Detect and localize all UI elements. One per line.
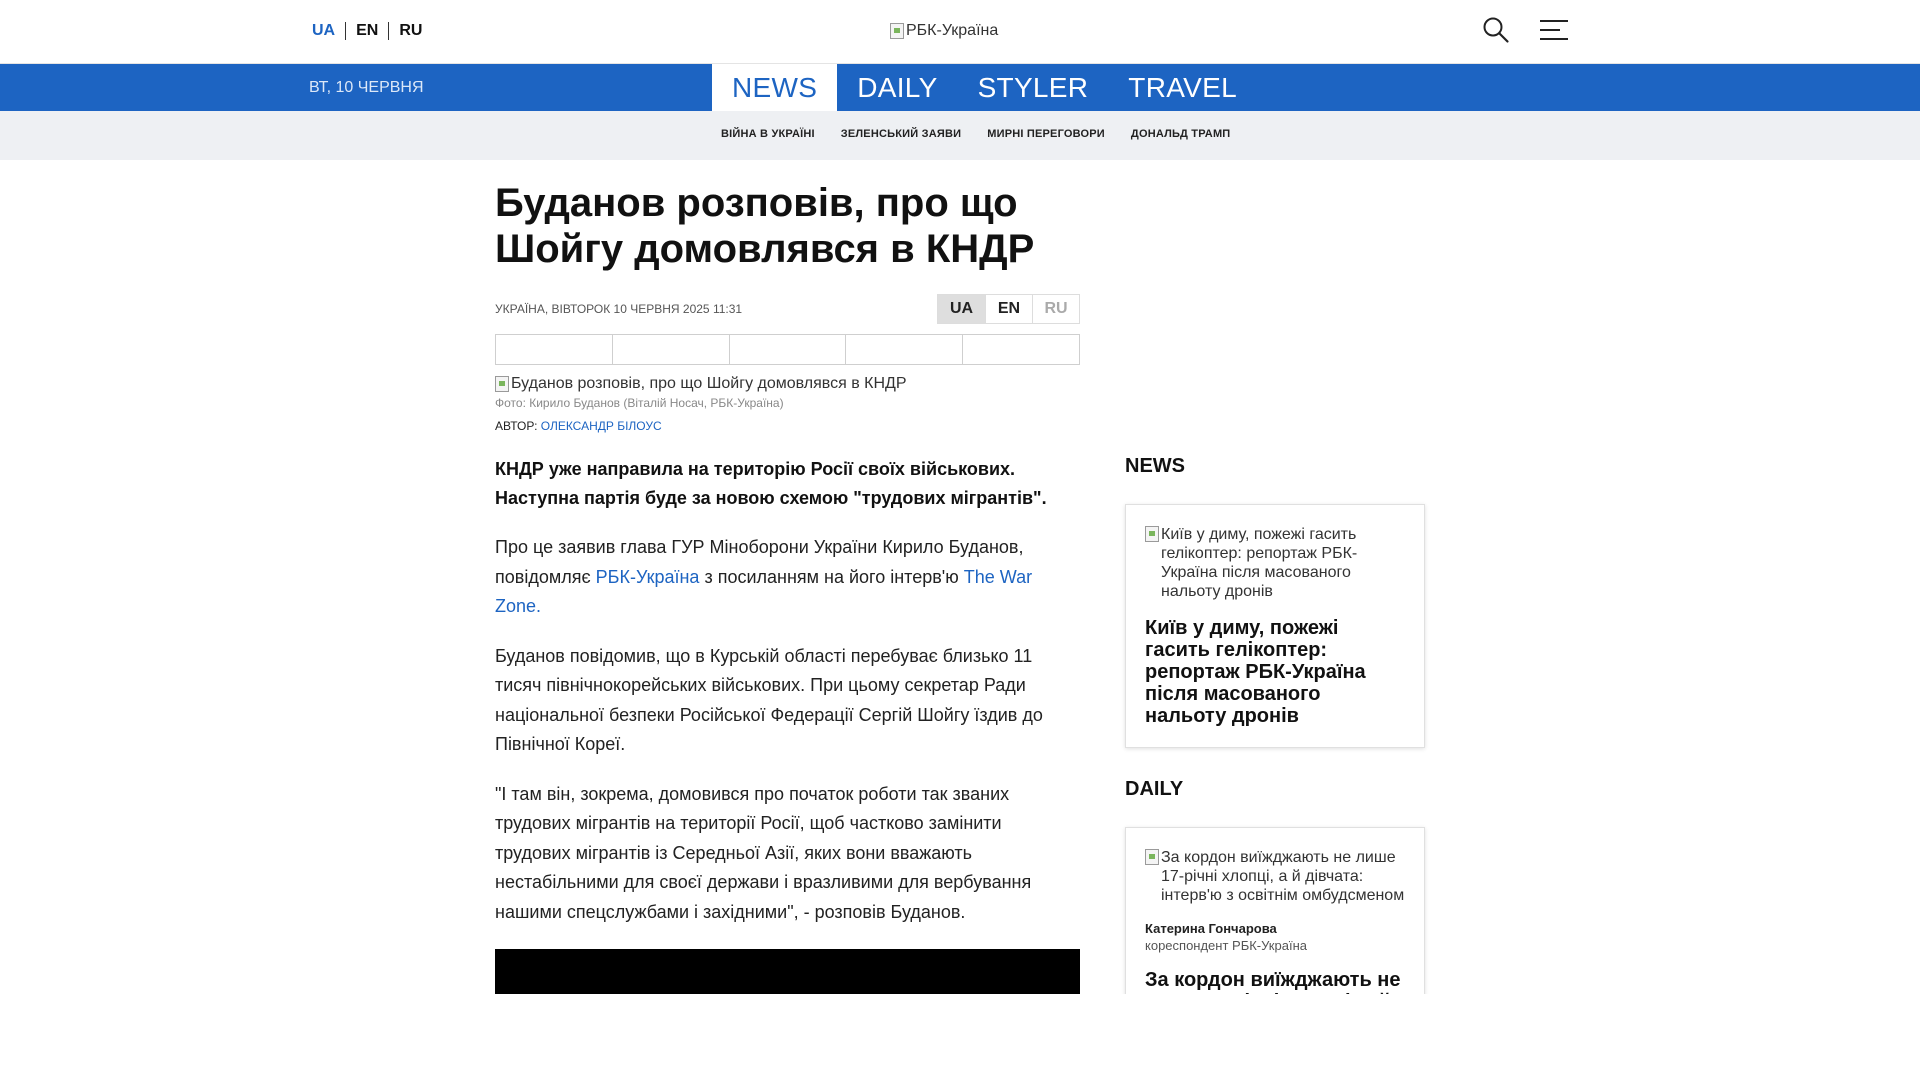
article-image bbox=[495, 375, 1080, 393]
tab-styler[interactable]: STYLER bbox=[977, 72, 1089, 103]
card-image-alt: За кордон виїжджають не лише 17-річні хлопці, а й дівчата: інтерв'ю з освітнім омбудсменом bbox=[1161, 849, 1405, 904]
section-nav-bar bbox=[0, 64, 1920, 111]
article-language-switch bbox=[937, 294, 1080, 324]
topic-tags-bar bbox=[0, 111, 1920, 160]
rbc-ukraine-link[interactable]: РБК-Україна bbox=[595, 566, 700, 587]
share-button[interactable] bbox=[612, 335, 729, 364]
article-paragraph: "І там він, зокрема, домовився про початок роботи так званих трудових мігрантів на території Росії, щоб частково замінити трудових мігрантів із Середньої Азії, яких вони вважають нестабільними для своєї держави і вразливими для вербування нашими спецслужбами і західними", - розповів Буданов. bbox=[495, 783, 1032, 922]
paragraph-text: Про це заявив глава ГУР Міноборони України Кирило Буданов, повідомляє bbox=[495, 537, 1024, 587]
broken-image-icon bbox=[495, 376, 509, 392]
broken-image-icon bbox=[890, 23, 904, 39]
share-buttons bbox=[495, 334, 1080, 365]
current-date: ВТ, 10 ЧЕРВНЯ bbox=[309, 79, 424, 96]
share-button[interactable] bbox=[496, 335, 612, 364]
tag-peace-talks[interactable]: МИРНІ ПЕРЕГОВОРИ bbox=[987, 128, 1105, 140]
the-war-zone-link[interactable]: The War Zone bbox=[495, 566, 1033, 616]
share-button[interactable] bbox=[729, 335, 846, 364]
article bbox=[495, 180, 1080, 997]
card-image-alt: Київ у диму, пожежі гасить гелікоптер: репортаж РБК-Україна після масованого нальоту дронів bbox=[1161, 526, 1358, 600]
search-icon[interactable] bbox=[1482, 16, 1510, 44]
tag-war-in-ukraine[interactable]: ВІЙНА В УКРАЇНІ bbox=[721, 128, 815, 140]
article-author bbox=[495, 419, 1080, 433]
article-paragraph: Буданов повідомив, що в Курській області перебуває близько 11 тисяч північнокорейських військових. При цьому секретар Ради національної безпеки Російської Федерації Сергій Шойгу їздив до Північної Кореї. bbox=[495, 645, 1043, 754]
article-meta: УКРАЇНА, ВІВТОРОК 10 ЧЕРВНЯ 2025 11:31 bbox=[495, 302, 743, 316]
article-title: Буданов розповів, про що Шойгу домовлявся в КНДР bbox=[495, 181, 1035, 271]
share-button[interactable] bbox=[962, 335, 1079, 364]
paragraph-text: з посиланням на його інтерв'ю bbox=[699, 566, 964, 587]
article-lang-en[interactable]: EN bbox=[985, 295, 1032, 323]
author-link[interactable]: ОЛЕКСАНДР БІЛОУС bbox=[540, 419, 662, 433]
card-title[interactable]: Київ у диму, пожежі гасить гелікоптер: репортаж РБК-Україна після масованого нальоту дронів bbox=[1145, 617, 1366, 727]
hamburger-menu-icon[interactable] bbox=[1540, 18, 1568, 42]
tab-news[interactable]: NEWS bbox=[712, 64, 837, 111]
section-tabs bbox=[712, 64, 1257, 111]
lang-ua-link[interactable]: UA bbox=[312, 22, 336, 39]
tag-donald-trump[interactable]: ДОНАЛЬД ТРАМП bbox=[1130, 128, 1231, 140]
card-image bbox=[1145, 848, 1405, 905]
card-image bbox=[1145, 525, 1405, 601]
image-caption: Фото: Кирило Буданов (Віталій Носач, РБК-Україна) bbox=[495, 396, 784, 410]
viewport-bottom-blank bbox=[0, 994, 1920, 1080]
video-player[interactable] bbox=[495, 949, 1080, 997]
article-paragraph bbox=[495, 533, 1080, 622]
language-selector bbox=[312, 22, 432, 40]
article-lang-ua[interactable]: UA bbox=[938, 295, 985, 323]
paragraph-text: . bbox=[536, 596, 542, 616]
top-header bbox=[0, 0, 1920, 64]
card-author-role: кореспондент РБК-Україна bbox=[1145, 938, 1307, 953]
lang-en-link[interactable]: EN bbox=[356, 22, 379, 39]
sidebar-heading-daily[interactable]: DAILY bbox=[1125, 778, 1184, 800]
card-title[interactable]: За кордон виїжджають не bbox=[1145, 969, 1401, 991]
author-label: АВТОР: bbox=[495, 419, 541, 433]
sidebar bbox=[1125, 455, 1425, 1027]
logo-alt-text: РБК-Україна bbox=[906, 22, 999, 39]
broken-image-icon bbox=[1145, 526, 1159, 542]
broken-image-icon bbox=[1145, 849, 1159, 865]
article-image-alt: Буданов розповів, про що Шойгу домовлявся в КНДР bbox=[511, 375, 907, 392]
sidebar-heading-news[interactable]: NEWS bbox=[1125, 455, 1185, 477]
lang-ru-link[interactable]: RU bbox=[399, 22, 423, 39]
site-logo[interactable] bbox=[890, 22, 998, 40]
share-button[interactable] bbox=[845, 335, 962, 364]
tab-travel[interactable]: TRAVEL bbox=[1128, 72, 1237, 103]
article-lang-ru: RU bbox=[1032, 295, 1079, 323]
news-card[interactable] bbox=[1125, 504, 1425, 748]
card-author: Катерина Гончарова bbox=[1145, 921, 1277, 936]
tag-zelensky-statements[interactable]: ЗЕЛЕНСЬКИЙ ЗАЯВИ bbox=[840, 128, 962, 140]
article-lead: КНДР уже направила на територію Росії своїх військових. Наступна партія буде за новою схемою "трудових мігрантів". bbox=[495, 459, 1047, 508]
tab-daily[interactable]: DAILY bbox=[857, 72, 938, 103]
